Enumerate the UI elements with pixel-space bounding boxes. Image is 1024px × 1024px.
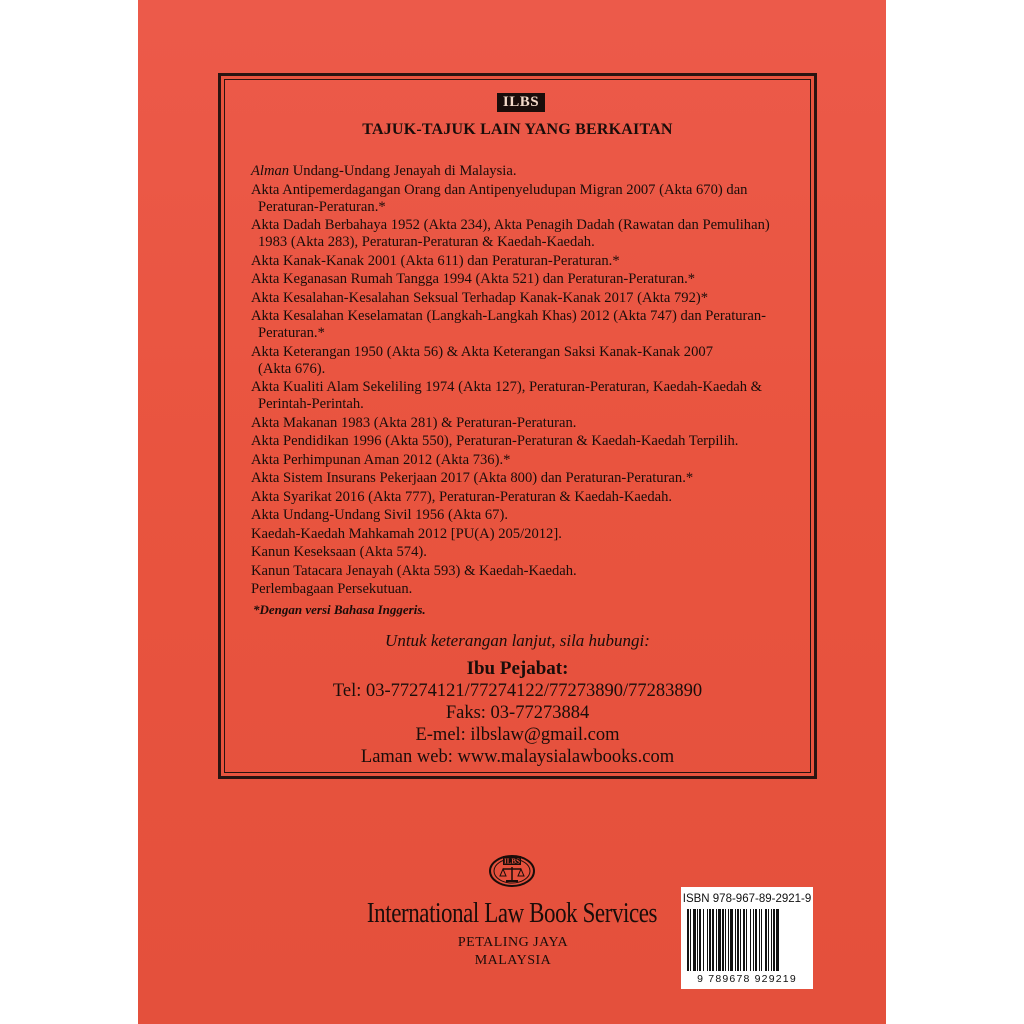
website-address: Laman web: www.malaysialawbooks.com: [360, 747, 675, 767]
title-text: Akta Keganasan Rumah Tangga 1994 (Akta 521) dan Peraturan-Peraturan.*: [251, 271, 696, 287]
titles-panel: [218, 73, 817, 779]
barcode-bar: [703, 909, 704, 971]
title-continuation: (Akta 676).: [258, 360, 326, 377]
title-entry: [251, 415, 796, 432]
title-continuation: Perintah-Perintah.: [258, 396, 364, 412]
title-text: Akta Kanak-Kanak 2001 (Akta 611) dan Peraturan-Peraturan.*: [251, 252, 620, 269]
barcode-bar: [755, 909, 757, 971]
title-text: Kanun Keseksaan (Akta 574).: [251, 544, 427, 560]
title-text: Undang-Undang Jenayah di Malaysia.: [289, 163, 517, 179]
contact-intro: Untuk keterangan lanjut, sila hubungi:: [385, 631, 650, 650]
title-entry: [251, 526, 796, 543]
title-text: Akta Pendidikan 1996 (Akta 550), Peraturan-Peraturan & Kaedah-Kaedah Terpilih.: [251, 433, 739, 449]
barcode-bar: [753, 909, 754, 971]
barcode-bar: [712, 909, 714, 971]
barcode-bar: [776, 909, 779, 971]
barcode-bar: [761, 909, 762, 971]
title-entry: [251, 452, 796, 469]
barcode-bar: [730, 909, 733, 971]
barcode-bar: [728, 909, 729, 971]
title-entry: [251, 581, 796, 598]
barcode-bar: [768, 909, 769, 971]
publisher-city: PETALING JAYA: [457, 935, 569, 950]
isbn-number: ISBN 978-967-89-2921-9: [682, 893, 812, 905]
barcode-bar: [746, 909, 747, 971]
ilbs-badge: ILBS: [497, 93, 545, 112]
title-text: Kaedah-Kaedah Mahkamah 2012 [PU(A) 205/2012].: [251, 525, 562, 542]
barcode-bar: [718, 909, 721, 971]
barcode-bar: [716, 909, 717, 971]
title-continuation: 1983 (Akta 283), Peraturan-Peraturan & Kaedah-Kaedah.: [258, 234, 595, 250]
barcode-bar: [690, 909, 691, 971]
title-entry: [251, 217, 796, 251]
barcode-bar: [697, 909, 698, 971]
title-entry: [251, 489, 796, 506]
seal-text: ILBS: [504, 857, 520, 866]
barcode-bar: [707, 909, 708, 971]
title-text: Akta Kualiti Alam Sekeliling 1974 (Akta 127), Peraturan-Peraturan, Kaedah-Kaedah &: [251, 379, 763, 395]
title-entry: [251, 544, 796, 561]
title-lead-word: Alman: [251, 163, 290, 179]
related-titles-heading: TAJUK-TAJUK LAIN YANG BERKAITAN: [362, 121, 673, 138]
title-text: Akta Perhimpunan Aman 2012 (Akta 736).*: [251, 451, 511, 468]
barcode-bar: [750, 909, 751, 971]
title-text: Akta Sistem Insurans Pekerjaan 2017 (Akta 800) dan Peraturan-Peraturan.*: [251, 470, 694, 486]
barcode-bar: [709, 909, 711, 971]
title-continuation: Peraturan-Peraturan.*: [258, 198, 386, 215]
title-entry: [251, 470, 796, 487]
title-text: Akta Keterangan 1950 (Akta 56) & Akta Keterangan Saksi Kanak-Kanak 2007: [251, 343, 713, 360]
phone-numbers: Tel: 03-77274121/77274122/77273890/77283890: [332, 681, 703, 701]
barcode-bar: [687, 909, 689, 971]
related-titles-list: [251, 163, 796, 618]
head-office-label: Ibu Pejabat:: [466, 658, 569, 679]
title-entry: [251, 344, 796, 378]
barcode-bar: [759, 909, 760, 971]
title-text: Akta Dadah Berbahaya 1952 (Akta 234), Akta Penagih Dadah (Rawatan dan Pemulihan): [251, 217, 770, 233]
title-text: Akta Syarikat 2016 (Akta 777), Peraturan-Peraturan & Kaedah-Kaedah.: [251, 488, 673, 505]
english-version-footnote: *Dengan versi Bahasa Inggeris.: [253, 602, 426, 617]
email-address: E-mel: ilbslaw@gmail.com: [415, 725, 620, 745]
barcode-bar: [773, 909, 775, 971]
title-text: Kanun Tatacara Jenayah (Akta 593) & Kaedah-Kaedah.: [251, 562, 577, 579]
title-text: Akta Kesalahan-Kesalahan Seksual Terhadap Kanak-Kanak 2017 (Akta 792)*: [251, 289, 709, 306]
barcode-bars-icon: [687, 909, 807, 971]
barcode-bar: [765, 909, 767, 971]
title-entry: [251, 253, 796, 270]
title-entry: [251, 271, 796, 288]
title-text: Perlembagaan Persekutuan.: [251, 581, 413, 597]
title-entry: [251, 379, 796, 413]
publisher-country: MALAYSIA: [474, 953, 552, 968]
barcode-bar: [743, 909, 745, 971]
title-text: Akta Kesalahan Keselamatan (Langkah-Langkah Khas) 2012 (Akta 747) dan Peraturan-: [251, 308, 767, 324]
title-text: Akta Undang-Undang Sivil 1956 (Akta 67).: [251, 507, 508, 523]
barcode-bar: [740, 909, 741, 971]
title-entry: [251, 163, 796, 180]
title-entry: [251, 290, 796, 307]
barcode-bar: [735, 909, 736, 971]
title-entry: [251, 308, 796, 342]
title-entry: [251, 507, 796, 524]
barcode-bar: [693, 909, 696, 971]
title-text: Akta Antipemerdagangan Orang dan Antipenyeludupan Migran 2007 (Akta 670) dan: [251, 181, 748, 198]
title-entry: [251, 182, 796, 216]
title-continuation: Peraturan.*: [258, 325, 325, 341]
publisher-name: International Law Book Services: [366, 898, 658, 929]
barcode-bar: [722, 909, 724, 971]
title-entry: [251, 433, 796, 450]
barcode-digits: 9 789678 929219: [697, 973, 797, 985]
barcode-bar: [737, 909, 739, 971]
title-entry: [251, 563, 796, 580]
barcode-bar: [725, 909, 726, 971]
barcode-bar: [771, 909, 772, 971]
barcode-bar: [699, 909, 701, 971]
fax-number: Faks: 03-77273884: [445, 703, 590, 723]
ilbs-seal-icon: [488, 852, 536, 888]
title-text: Akta Makanan 1983 (Akta 281) & Peraturan-Peraturan.: [251, 414, 577, 431]
book-back-cover: [138, 0, 886, 1024]
isbn-barcode: [681, 887, 813, 989]
contact-block: [221, 631, 814, 768]
